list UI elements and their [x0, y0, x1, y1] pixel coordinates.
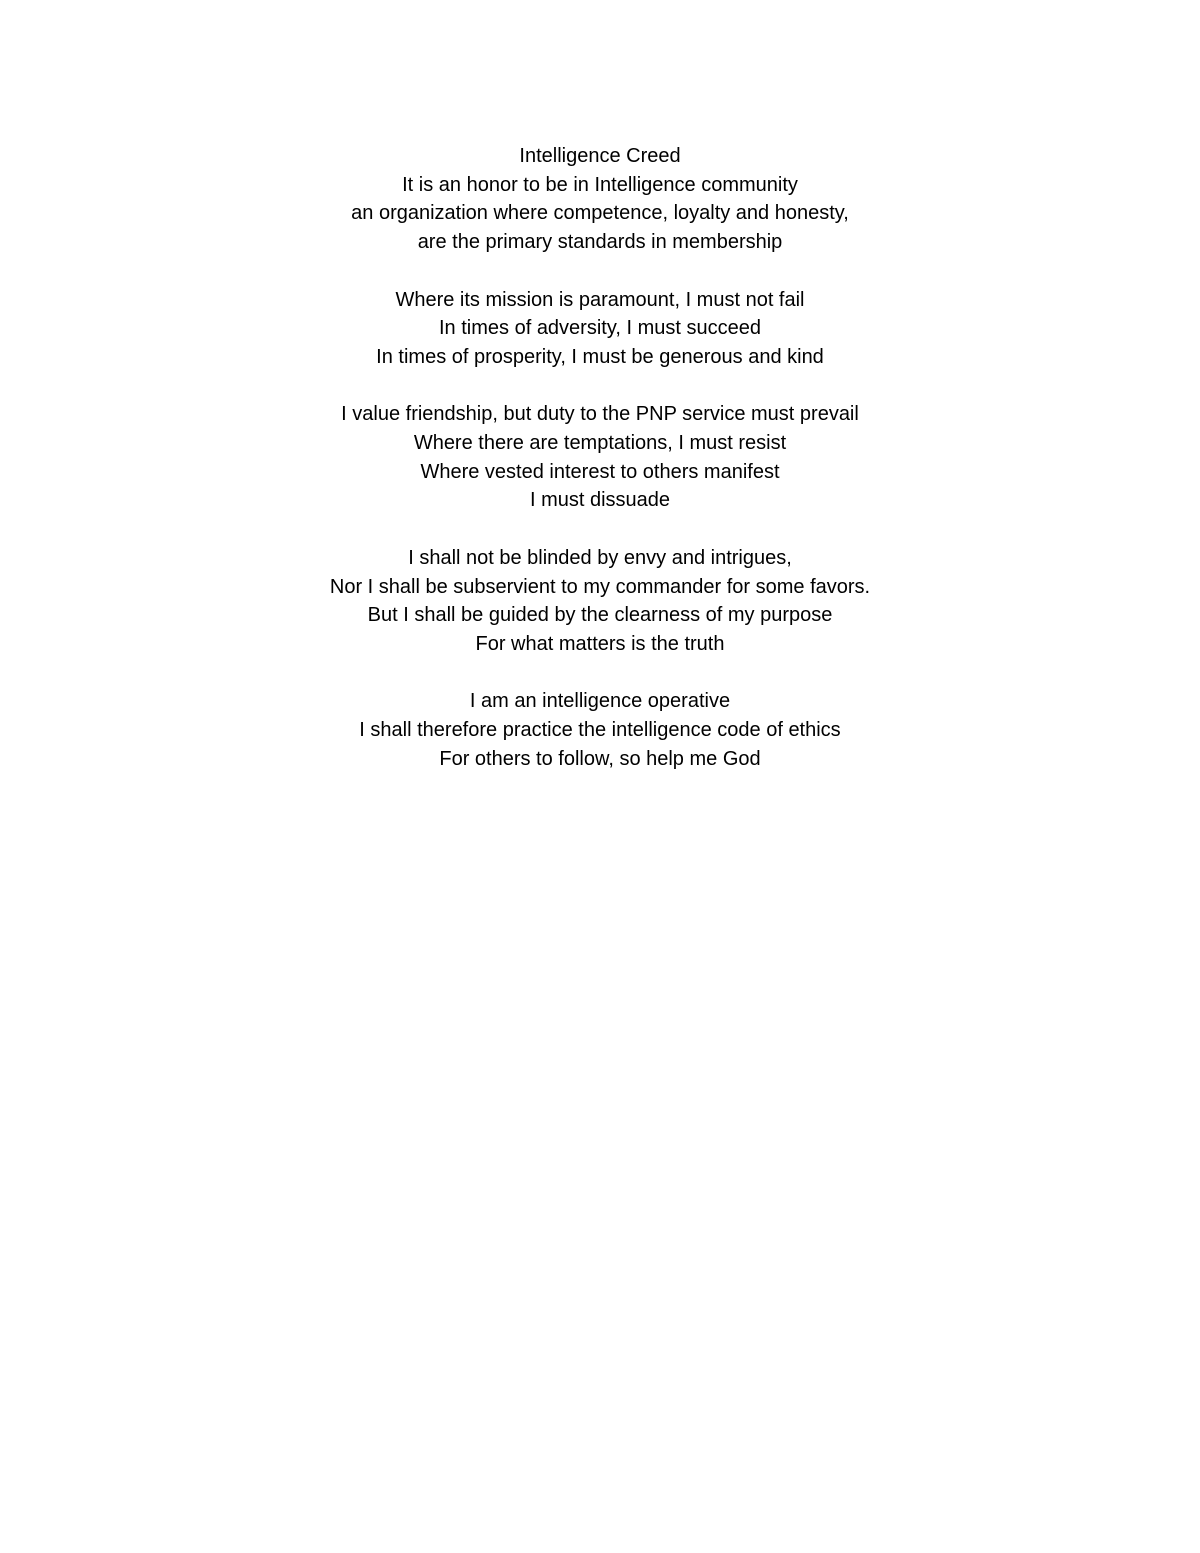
creed-line: For what matters is the truth — [475, 632, 725, 655]
creed-line: Where there are temptations, I must resist — [413, 432, 787, 454]
creed-line: are the primary standards in membership — [417, 231, 783, 254]
stanza-1 — [0, 142, 1200, 257]
creed-line: I must dissuade — [529, 489, 671, 512]
creed-line: I value friendship, but duty to the PNP service must prevail — [341, 403, 859, 426]
creed-line: I am an intelligence operative — [469, 690, 731, 713]
creed-line: In times of adversity, I must succeed — [439, 317, 761, 340]
creed-text — [0, 142, 1200, 773]
creed-line: I shall therefore practice the intelligence code of ethics — [359, 719, 841, 741]
stanza-3 — [0, 400, 1200, 515]
creed-line: But I shall be guided by the clearness of my purpose — [367, 604, 833, 627]
creed-line: I shall not be blinded by envy and intrigues, — [408, 546, 792, 569]
document-title: Intelligence Creed — [519, 145, 681, 167]
stanza-5 — [0, 687, 1200, 773]
stanza-2 — [0, 286, 1200, 372]
creed-line: an organization where competence, loyalty and honesty, — [351, 202, 849, 225]
creed-line: Nor I shall be subservient to my commander for some favors. — [329, 575, 871, 598]
creed-line: In times of prosperity, I must be generous and kind — [376, 345, 824, 368]
stanza-4 — [0, 544, 1200, 659]
creed-line: For others to follow, so help me God — [439, 747, 761, 770]
creed-line: It is an honor to be in Intelligence community — [402, 173, 798, 196]
creed-line: Where its mission is paramount, I must not fail — [395, 288, 805, 311]
creed-line: Where vested interest to others manifest — [420, 460, 780, 483]
